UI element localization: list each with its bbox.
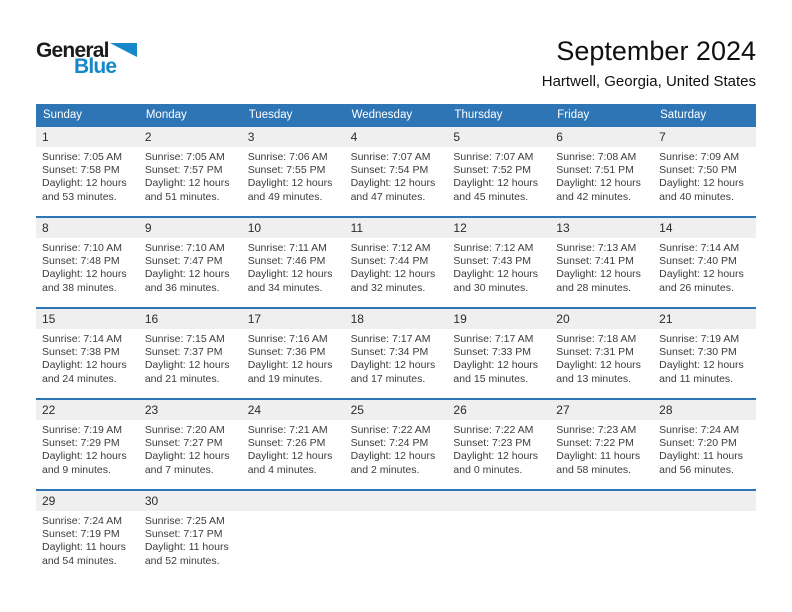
empty-day-cell: [550, 491, 653, 580]
daylight-line: Daylight: 12 hours and 34 minutes.: [247, 268, 333, 294]
day-number: 18: [350, 312, 364, 326]
day-number-strip: [550, 309, 653, 329]
day-number: 3: [247, 130, 255, 144]
daylight-line: Daylight: 11 hours and 54 minutes.: [42, 541, 126, 567]
day-number-strip: [653, 491, 756, 511]
day-cell-25: [345, 400, 448, 489]
day-number-strip: [550, 127, 653, 147]
sunset-line: Sunset: 7:23 PM: [453, 437, 532, 450]
day-number: 9: [144, 221, 152, 235]
day-number: 21: [659, 312, 673, 326]
day-number-strip: [447, 491, 550, 511]
day-number-strip: [550, 491, 653, 511]
day-number: 8: [42, 221, 49, 235]
day-number: 7: [659, 130, 666, 144]
day-number: 14: [659, 221, 673, 235]
calendar-grid: [36, 104, 756, 580]
day-number-strip: [550, 400, 653, 420]
daylight-line: Daylight: 12 hours and 7 minutes.: [144, 450, 230, 476]
day-number: 24: [247, 403, 262, 417]
day-details: [345, 329, 448, 386]
day-number: 6: [556, 130, 563, 144]
day-details: [242, 238, 345, 295]
day-cell-4: [345, 127, 448, 216]
day-number-strip: [36, 309, 139, 329]
day-cell-9: [139, 218, 242, 307]
sunrise-line: Sunrise: 7:14 AM: [42, 333, 122, 345]
sunrise-line: Sunrise: 7:10 AM: [42, 242, 122, 254]
day-number-strip: [345, 127, 448, 147]
day-details: [447, 420, 550, 477]
day-cell-12: [447, 218, 550, 307]
day-number: 30: [144, 494, 159, 508]
day-number: 4: [350, 130, 358, 144]
day-number-strip: [447, 309, 550, 329]
sunset-line: Sunset: 7:51 PM: [556, 164, 634, 177]
day-cell-23: [139, 400, 242, 489]
weekday-header-tuesday: Tuesday: [248, 109, 293, 121]
day-number-strip: [242, 218, 345, 238]
sunset-line: Sunset: 7:43 PM: [453, 255, 532, 268]
weekday-header-friday: Friday: [557, 109, 590, 121]
day-number-strip: [242, 491, 345, 511]
sunrise-line: Sunrise: 7:22 AM: [350, 424, 431, 436]
sunrise-line: Sunrise: 7:09 AM: [659, 151, 740, 163]
sunset-line: Sunset: 7:17 PM: [144, 528, 223, 541]
general-blue-logo: [36, 40, 146, 77]
daylight-line: Daylight: 12 hours and 4 minutes.: [247, 450, 333, 476]
daylight-line: Daylight: 12 hours and 45 minutes.: [453, 177, 539, 203]
day-details: [447, 147, 550, 204]
sunrise-line: Sunrise: 7:13 AM: [556, 242, 637, 254]
daylight-line: Daylight: 12 hours and 19 minutes.: [247, 359, 333, 385]
sunset-line: Sunset: 7:46 PM: [247, 255, 326, 268]
day-details: [242, 329, 345, 386]
sunset-line: Sunset: 7:29 PM: [42, 437, 120, 450]
weekday-header-thursday: Thursday: [454, 109, 503, 121]
day-details: [550, 420, 653, 477]
day-number-strip: [139, 218, 242, 238]
daylight-line: Daylight: 11 hours and 52 minutes.: [144, 541, 229, 567]
day-number-strip: [345, 309, 448, 329]
day-number: 15: [42, 312, 56, 326]
day-number-strip: [447, 400, 550, 420]
daylight-line: Daylight: 12 hours and 21 minutes.: [144, 359, 230, 385]
location-subtitle: Hartwell, Georgia, United States: [541, 73, 756, 90]
day-details: [653, 420, 756, 477]
day-details: [653, 147, 756, 204]
day-number: 27: [556, 403, 570, 417]
daylight-line: Daylight: 12 hours and 30 minutes.: [453, 268, 539, 294]
sunrise-line: Sunrise: 7:05 AM: [144, 151, 225, 163]
day-number: 12: [453, 221, 467, 235]
day-number-strip: [447, 127, 550, 147]
day-details: [550, 238, 653, 295]
day-details: [36, 147, 139, 204]
sunrise-line: Sunrise: 7:17 AM: [453, 333, 534, 345]
sunrise-line: Sunrise: 7:19 AM: [42, 424, 122, 436]
sunrise-line: Sunrise: 7:07 AM: [350, 151, 431, 163]
day-number: 1: [42, 130, 49, 144]
day-number: 26: [453, 403, 467, 417]
day-number-strip: [139, 491, 242, 511]
sunrise-line: Sunrise: 7:08 AM: [556, 151, 637, 163]
day-details: [345, 420, 448, 477]
day-details: [345, 147, 448, 204]
daylight-line: Daylight: 12 hours and 17 minutes.: [350, 359, 436, 385]
sunset-line: Sunset: 7:31 PM: [556, 346, 634, 359]
daylight-line: Daylight: 12 hours and 13 minutes.: [556, 359, 641, 385]
day-details: [36, 238, 139, 295]
day-details: [36, 329, 139, 386]
day-cell-2: [139, 127, 242, 216]
sunrise-line: Sunrise: 7:12 AM: [453, 242, 534, 254]
sunset-line: Sunset: 7:57 PM: [144, 164, 223, 177]
sunset-line: Sunset: 7:38 PM: [42, 346, 120, 359]
day-number: 28: [659, 403, 673, 417]
sunset-line: Sunset: 7:33 PM: [453, 346, 532, 359]
sunset-line: Sunset: 7:48 PM: [42, 255, 120, 268]
sunset-line: Sunset: 7:58 PM: [42, 164, 120, 177]
day-number-strip: [345, 400, 448, 420]
weekday-header-saturday: Saturday: [660, 109, 707, 121]
sunset-line: Sunset: 7:22 PM: [556, 437, 634, 450]
daylight-line: Daylight: 12 hours and 53 minutes.: [42, 177, 127, 203]
sunset-line: Sunset: 7:52 PM: [453, 164, 532, 177]
daylight-line: Daylight: 12 hours and 42 minutes.: [556, 177, 641, 203]
empty-day-cell: [653, 491, 756, 580]
month-title: September 2024: [556, 36, 756, 66]
day-details: [447, 238, 550, 295]
day-number: 10: [247, 221, 262, 235]
daylight-line: Daylight: 12 hours and 9 minutes.: [42, 450, 127, 476]
sunset-line: Sunset: 7:26 PM: [247, 437, 326, 450]
day-number: 2: [144, 130, 152, 144]
sunrise-line: Sunrise: 7:17 AM: [350, 333, 431, 345]
day-number-strip: [36, 127, 139, 147]
day-details: [139, 147, 242, 204]
day-number: 16: [144, 312, 159, 326]
weeks-container: [36, 127, 756, 580]
empty-day-cell: [242, 491, 345, 580]
empty-day-cell: [447, 491, 550, 580]
day-details: [653, 329, 756, 386]
weekday-header-monday: Monday: [145, 109, 187, 121]
day-details: [139, 329, 242, 386]
weekday-header-sunday: Sunday: [43, 109, 83, 121]
sunrise-line: Sunrise: 7:25 AM: [144, 515, 225, 527]
week-row-3: [36, 307, 756, 398]
day-cell-21: [653, 309, 756, 398]
day-details: [242, 147, 345, 204]
daylight-line: Daylight: 12 hours and 47 minutes.: [350, 177, 436, 203]
daylight-line: Daylight: 12 hours and 28 minutes.: [556, 268, 641, 294]
day-cell-19: [447, 309, 550, 398]
empty-day-cell: [345, 491, 448, 580]
daylight-line: Daylight: 12 hours and 0 minutes.: [453, 450, 539, 476]
week-row-2: [36, 216, 756, 307]
day-details: [550, 329, 653, 386]
sunset-line: Sunset: 7:54 PM: [350, 164, 429, 177]
daylight-line: Daylight: 12 hours and 24 minutes.: [42, 359, 127, 385]
logo-text-blue: Blue: [74, 55, 117, 78]
sunrise-line: Sunrise: 7:10 AM: [144, 242, 225, 254]
day-number: 23: [144, 403, 159, 417]
weekday-header-row: [36, 104, 756, 127]
daylight-line: Daylight: 12 hours and 2 minutes.: [350, 450, 436, 476]
sunrise-line: Sunrise: 7:11 AM: [247, 242, 327, 254]
day-number: 25: [350, 403, 364, 417]
sunrise-line: Sunrise: 7:05 AM: [42, 151, 122, 163]
sunrise-line: Sunrise: 7:07 AM: [453, 151, 534, 163]
day-cell-7: [653, 127, 756, 216]
sunrise-line: Sunrise: 7:06 AM: [247, 151, 328, 163]
page-header: [36, 36, 756, 100]
day-number-strip: [447, 218, 550, 238]
daylight-line: Daylight: 12 hours and 26 minutes.: [659, 268, 744, 294]
sunrise-line: Sunrise: 7:22 AM: [453, 424, 534, 436]
sunset-line: Sunset: 7:50 PM: [659, 164, 737, 177]
day-cell-29: [36, 491, 139, 580]
day-number-strip: [653, 218, 756, 238]
day-number-strip: [550, 218, 653, 238]
sunrise-line: Sunrise: 7:12 AM: [350, 242, 431, 254]
day-number-strip: [36, 491, 139, 511]
daylight-line: Daylight: 12 hours and 40 minutes.: [659, 177, 744, 203]
sunset-line: Sunset: 7:30 PM: [659, 346, 737, 359]
sunset-line: Sunset: 7:44 PM: [350, 255, 429, 268]
sunset-line: Sunset: 7:34 PM: [350, 346, 429, 359]
day-number-strip: [139, 309, 242, 329]
daylight-line: Daylight: 11 hours and 58 minutes.: [556, 450, 641, 476]
day-details: [36, 420, 139, 477]
day-number-strip: [139, 400, 242, 420]
day-cell-26: [447, 400, 550, 489]
day-cell-13: [550, 218, 653, 307]
day-number: 19: [453, 312, 467, 326]
sunset-line: Sunset: 7:20 PM: [659, 437, 737, 450]
day-number: 20: [556, 312, 570, 326]
day-details: [242, 420, 345, 477]
sunrise-line: Sunrise: 7:20 AM: [144, 424, 225, 436]
day-number-strip: [345, 218, 448, 238]
sunrise-line: Sunrise: 7:18 AM: [556, 333, 637, 345]
sunrise-line: Sunrise: 7:24 AM: [42, 515, 122, 527]
day-number: 13: [556, 221, 570, 235]
week-row-5: [36, 489, 756, 580]
sunset-line: Sunset: 7:55 PM: [247, 164, 326, 177]
daylight-line: Daylight: 12 hours and 51 minutes.: [144, 177, 230, 203]
day-cell-8: [36, 218, 139, 307]
daylight-line: Daylight: 12 hours and 15 minutes.: [453, 359, 539, 385]
sunset-line: Sunset: 7:37 PM: [144, 346, 223, 359]
day-cell-18: [345, 309, 448, 398]
day-number: 29: [42, 494, 56, 508]
day-number: 5: [453, 130, 461, 144]
sunrise-line: Sunrise: 7:16 AM: [247, 333, 328, 345]
day-details: [550, 147, 653, 204]
day-number-strip: [36, 218, 139, 238]
week-row-1: [36, 127, 756, 216]
daylight-line: Daylight: 12 hours and 38 minutes.: [42, 268, 127, 294]
day-details: [139, 420, 242, 477]
sunset-line: Sunset: 7:27 PM: [144, 437, 223, 450]
sunrise-line: Sunrise: 7:19 AM: [659, 333, 740, 345]
day-cell-30: [139, 491, 242, 580]
sunrise-line: Sunrise: 7:24 AM: [659, 424, 740, 436]
day-cell-17: [242, 309, 345, 398]
daylight-line: Daylight: 12 hours and 32 minutes.: [350, 268, 436, 294]
sunrise-line: Sunrise: 7:21 AM: [247, 424, 328, 436]
day-cell-22: [36, 400, 139, 489]
day-cell-28: [653, 400, 756, 489]
day-number-strip: [653, 309, 756, 329]
day-number-strip: [139, 127, 242, 147]
day-number-strip: [242, 400, 345, 420]
sunset-line: Sunset: 7:19 PM: [42, 528, 120, 541]
day-details: [139, 511, 242, 568]
day-number: 22: [42, 403, 56, 417]
daylight-line: Daylight: 12 hours and 49 minutes.: [247, 177, 333, 203]
title-block: [542, 36, 756, 90]
day-number-strip: [36, 400, 139, 420]
day-number-strip: [242, 309, 345, 329]
day-number-strip: [242, 127, 345, 147]
daylight-line: Daylight: 11 hours and 56 minutes.: [659, 450, 743, 476]
day-details: [36, 511, 139, 568]
day-details: [447, 329, 550, 386]
day-number-strip: [653, 127, 756, 147]
day-cell-24: [242, 400, 345, 489]
sunrise-line: Sunrise: 7:15 AM: [144, 333, 225, 345]
day-cell-14: [653, 218, 756, 307]
day-number: 11: [350, 221, 364, 235]
sunset-line: Sunset: 7:36 PM: [247, 346, 326, 359]
day-cell-1: [36, 127, 139, 216]
day-cell-3: [242, 127, 345, 216]
day-number-strip: [653, 400, 756, 420]
day-cell-6: [550, 127, 653, 216]
daylight-line: Daylight: 12 hours and 11 minutes.: [659, 359, 744, 385]
week-row-4: [36, 398, 756, 489]
day-details: [345, 238, 448, 295]
day-cell-16: [139, 309, 242, 398]
day-cell-10: [242, 218, 345, 307]
sunset-line: Sunset: 7:24 PM: [350, 437, 429, 450]
day-cell-5: [447, 127, 550, 216]
sunrise-line: Sunrise: 7:23 AM: [556, 424, 637, 436]
day-cell-11: [345, 218, 448, 307]
sunset-line: Sunset: 7:40 PM: [659, 255, 737, 268]
sunset-line: Sunset: 7:47 PM: [144, 255, 223, 268]
sunset-line: Sunset: 7:41 PM: [556, 255, 634, 268]
day-details: [653, 238, 756, 295]
sunrise-line: Sunrise: 7:14 AM: [659, 242, 740, 254]
day-cell-20: [550, 309, 653, 398]
logo-text-general: General: [36, 39, 109, 62]
day-number: 17: [247, 312, 262, 326]
daylight-line: Daylight: 12 hours and 36 minutes.: [144, 268, 230, 294]
day-cell-15: [36, 309, 139, 398]
day-number-strip: [345, 491, 448, 511]
day-details: [139, 238, 242, 295]
weekday-header-wednesday: Wednesday: [351, 109, 413, 121]
day-cell-27: [550, 400, 653, 489]
